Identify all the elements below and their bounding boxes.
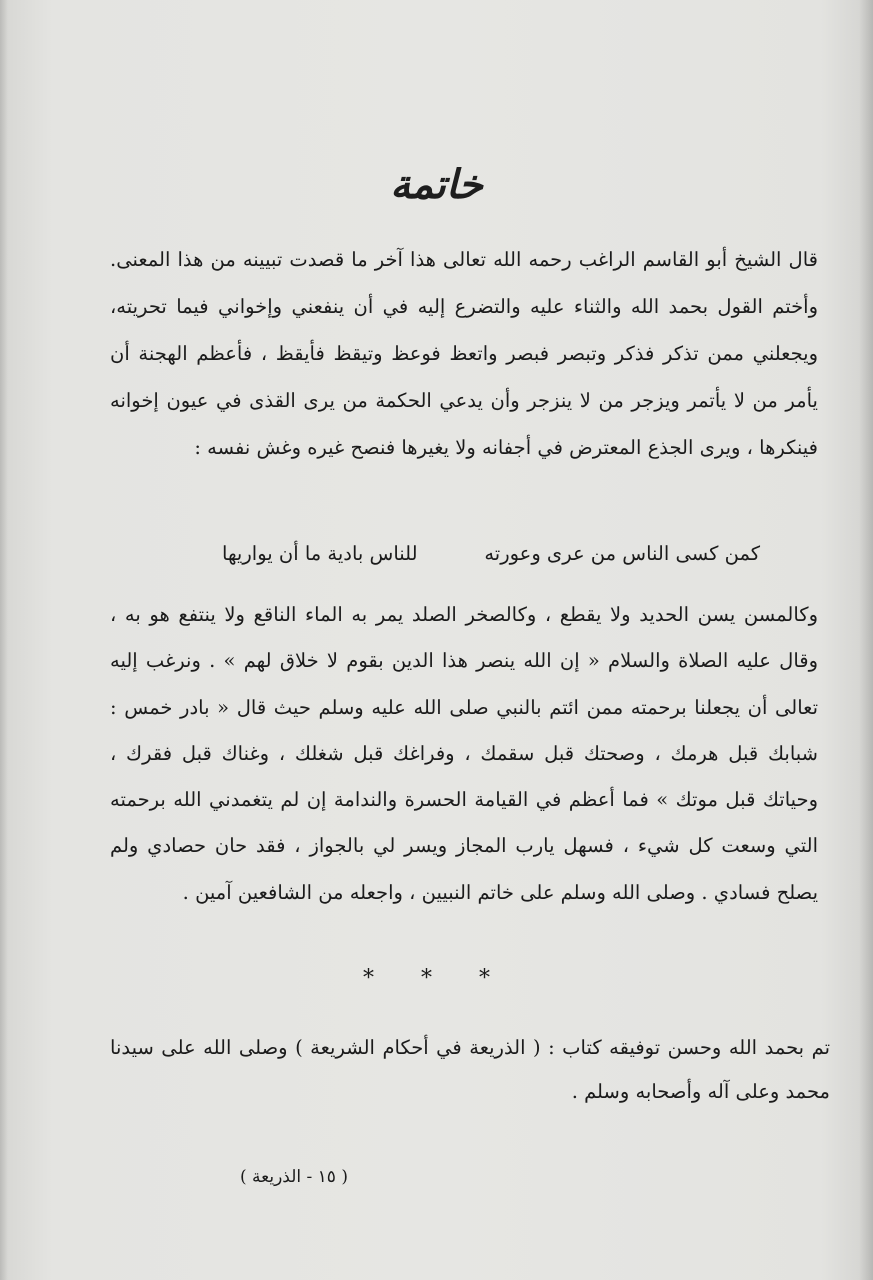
page-footer-signature: ( ١٥ - الذريعة ): [240, 1167, 348, 1187]
verse-second-hemistich: للناس بادية ما أن يواريها: [222, 542, 418, 565]
paragraph-main: وكالمسن يسن الحديد ولا يقطع ، وكالصخر الصلد يمر به الماء الناقع ولا ينتفع هو به ، وقال عليه الصلاة والسلام « إن الله ينصر هذا الدين بقوم لا خلاق لهم » . ونرغب إليه تعالى أن يجعلنا برحمته ممن ائتم بالنبي صلى الله عليه وسلم حيث قال « بادر خمس : شبابك قبل هرمك ، وصحتك قبل سقمك ، وفراغك قبل شغلك ، وغناك قبل فقرك ، وحياتك قبل موتك » فما أعظم في القيامة الحسرة والندامة إن لم يتغمدني الله برحمته التي وسعت كل شيء ، فسهل يارب المجاز ويسر لي بالجواز ، فقد حان حصادي ولم يصلح فسادي . وصلى الله وسلم على خاتم النبيين ، واجعله من الشافعين آمين .: [110, 603, 818, 904]
paragraph-opening: قال الشيخ أبو القاسم الراغب رحمه الله تعالى هذا آخر ما قصدت تبيينه من هذا المعنى. وأختم القول بحمد الله والثناء عليه والتضرع إليه في أن ينفعني وإخواني فيما تحريته، ويجعلني ممن تذكر فذكر وتبصر فبصر واتعظ فوعظ وتيقظ فأيقظ ، فأعظم الهجنة أن يأمر من لا يأتمر ويزجر من لا ينزجر وأن يدعي الحكمة من يرى القذى في عيون إخوانه فينكرها ، ويرى الجذع المعترض في أجفانه ولا يغيرها فنصح غيره وغش نفسه :: [110, 248, 818, 459]
section-separator: * * *: [363, 966, 510, 991]
verse-first-hemistich: كمن كسى الناس من عرى وعورته: [484, 542, 760, 565]
paragraph-colophon: تم بحمد الله وحسن توفيقه كتاب : ( الذريعة في أحكام الشريعة ) وصلى الله على سيدنا محمد وعلى آله وأصحابه وسلم .: [110, 1036, 830, 1103]
chapter-title: خاتمة: [390, 161, 483, 208]
poetry-verse: [200, 534, 810, 574]
